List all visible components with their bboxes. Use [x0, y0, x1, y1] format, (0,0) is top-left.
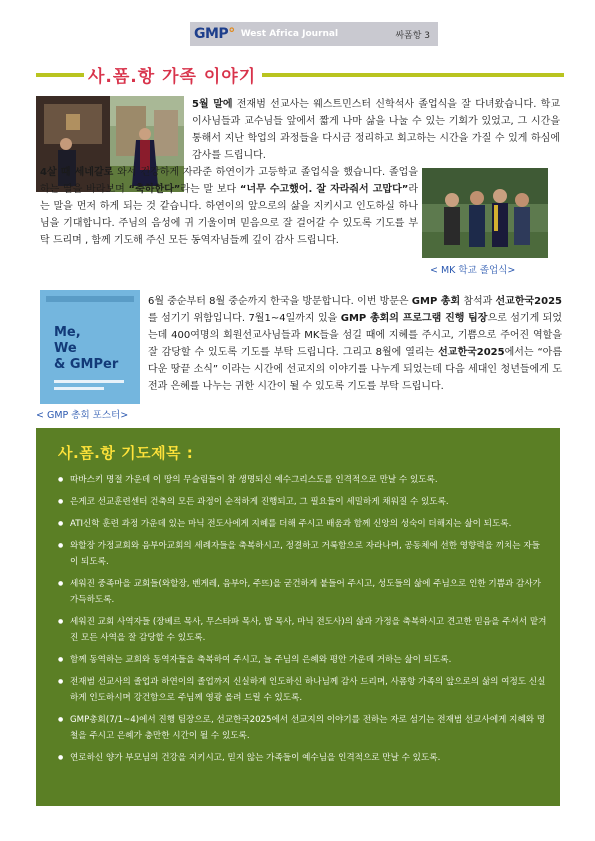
- section-header: [36, 62, 564, 86]
- title-rule-left: [36, 73, 84, 77]
- prayer-item: ● 세워진 중족마을 교회들(와할장, 벤게레, 음부아, 주뜨)을 굳건하게 붙들어 주시고, 성도들의 삶에 주님으로 인한 기쁨과 감사가 가득하도록.: [58, 576, 548, 608]
- p1-body: 전재범 선교사는 웨스트민스터 신학석사 졸업식을 잘 다녀왔습니다. 학교 이사님들과 교수님들 앞에서 짧게 나마 삶을 나눌 수 있는 기회가 있었고, 그 시간을 통해서 지난 학업의 과정들을 다시금 정리하고 회고하는 시간을 가질 수 있게 하심에 감사를 드립니다.: [192, 99, 560, 161]
- p3-body-5: 에서는 “아름다운 땅끝 소식” 이라는 시간에 선교지의 이야기를 나누게 되었는데 다음 세대인 청년들에게 도전과 은혜를 나누는 귀한 시간이 될 수 있도록 기도를 부탁 드립니다.: [148, 347, 562, 392]
- prayer-list: [58, 472, 548, 772]
- p2-body-3: 라는 말을 먼저 하게 되는 것 같습니다. 하연이의 앞으로의 삶을 지키시고 인도하실 하나님을 기대합니다. 주님의 음성에 귀 기울이며 믿음으로 잘 걸어갈 수 있도록 기도를 부탁 드리며 , 함께 기도해 주신 모든 동역자님들께 깊이 감사 드립니다.: [40, 184, 418, 246]
- prayer-item: ● 세워진 교회 사역자들 (장베르 목사, 무스타파 목사, 밥 목사, 마닉 전도사)의 삶과 가정을 축복하시고 견고한 믿음을 주셔서 맡겨진 모든 사역을 잘 감당할 수 있도록.: [58, 614, 548, 646]
- p1-lead: 5월 말에: [192, 99, 233, 110]
- p2-quote-1: “축하한다”: [128, 184, 181, 195]
- gmp-conference-poster: [40, 290, 140, 404]
- prayer-title: 사.폼.항 기도제목 :: [58, 444, 194, 462]
- p3-bold-3: GMP 총회의 프로그램 진행 팀장: [340, 313, 488, 324]
- poster-line-2: We: [54, 341, 77, 356]
- caption-gmp-poster: < GMP 총회 포스터>: [36, 410, 129, 421]
- poster-line-1: Me,: [54, 325, 81, 340]
- page-label: 싸폼항 3: [395, 30, 430, 41]
- prayer-requests-box: [36, 428, 560, 806]
- p2-body-1: 와서 건강하게 자라준 하연이가 고등학교 졸업식을 했습니다. 졸업을 하는 딸을 바라보며: [40, 167, 418, 195]
- p3-bold-2: 선교한국2025: [495, 296, 562, 307]
- prayer-item: ● 연로하신 양가 부모님의 건강을 지키시고, 믿지 않는 가족들이 예수님을 인격적으로 만날 수 있도록.: [58, 750, 548, 766]
- paragraph-graduation: [192, 96, 560, 164]
- p2-body-2: 라는 말 보다: [180, 184, 240, 195]
- paragraph-mk-graduation: [40, 164, 418, 249]
- prayer-item: ● ATI신학 훈련 과정 가운데 있는 마닉 전도사에게 지혜를 더해 주시고 배움과 함께 신앙의 성숙이 더해지는 삶이 되도록.: [58, 516, 548, 532]
- mk-graduation-photo: [422, 168, 548, 258]
- title-rule-right: [262, 73, 564, 77]
- caption-mk-graduation: < MK 학교 졸업식>: [430, 265, 516, 276]
- p2-quote-2: “너무 수고했어. 잘 자라줘서 고맙다”: [239, 184, 409, 195]
- p3-body-1: 6월 중순부터 8월 중순까지 한국을 방문합니다. 이번 방문은: [148, 296, 412, 307]
- p2-lead: 4살 때 세네갈로: [40, 167, 114, 178]
- prayer-item: ● 전재범 선교사의 졸업과 하연이의 졸업까지 신실하게 인도하신 하나님께 감사 드리며, 사폼항 가족의 앞으로의 삶의 여정도 신실하게 인도하시며 강건함으로 주님께 영광 올려 드릴 수 있도록.: [58, 674, 548, 706]
- prayer-item: ● 와할장 가정교회와 음부아교회의 세례자들을 축복하시고, 정결하고 거룩함으로 자라나며, 공동체에 선한 영향력을 끼치는 자들이 되도록.: [58, 538, 548, 570]
- p3-bold-4: 선교한국2025: [438, 347, 505, 358]
- p3-body-2: 참석과: [460, 296, 496, 307]
- p3-bold-1: GMP 총회: [411, 296, 461, 307]
- p3-body-4: 으로 섬기게 되었는데 400여명의 회원선교사님들과 MK들을 섬길 때에 지혜를 주시고, 기쁨으로 주어진 역할을 잘 감당할 수 있도록 기도를 부탁 드립니다. 그리고 8월에 열리는: [148, 313, 562, 358]
- header-banner: [190, 22, 438, 46]
- prayer-item: ● 따바스키 명절 가운데 이 땅의 무슬림들이 참 생명되신 예수그리스도를 인격적으로 만날 수 있도록.: [58, 472, 548, 488]
- prayer-item: ● GMP총회(7/1~4)에서 진행 팀장으로, 선교한국2025에서 선교지의 이야기를 전하는 자로 섬기는 전재범 선교사에게 지혜와 명철을 주시고 은혜가 충만한 시간이 될 수 있도록.: [58, 712, 548, 744]
- gmp-logo: GMP°: [194, 26, 235, 42]
- paragraph-korea-visit: [148, 293, 562, 395]
- prayer-item: ● 함께 동역하는 교회와 동역자들을 축복하여 주시고, 늘 주님의 은혜와 평안 가운데 거하는 삶이 되도록.: [58, 652, 548, 668]
- banner-subtitle: West Africa Journal: [240, 29, 339, 39]
- section-title: 사.폼.항 가족 이야기: [88, 67, 257, 87]
- p3-body-3: 를 섬기기 위함입니다. 7월1~4일까지 있을: [148, 313, 341, 324]
- poster-line-3: & GMPer: [54, 357, 119, 372]
- prayer-item: ● 은게코 선교훈련센터 건축의 모든 과정이 순적하게 진행되고, 그 필요들이 세밀하게 채워질 수 있도록.: [58, 494, 548, 510]
